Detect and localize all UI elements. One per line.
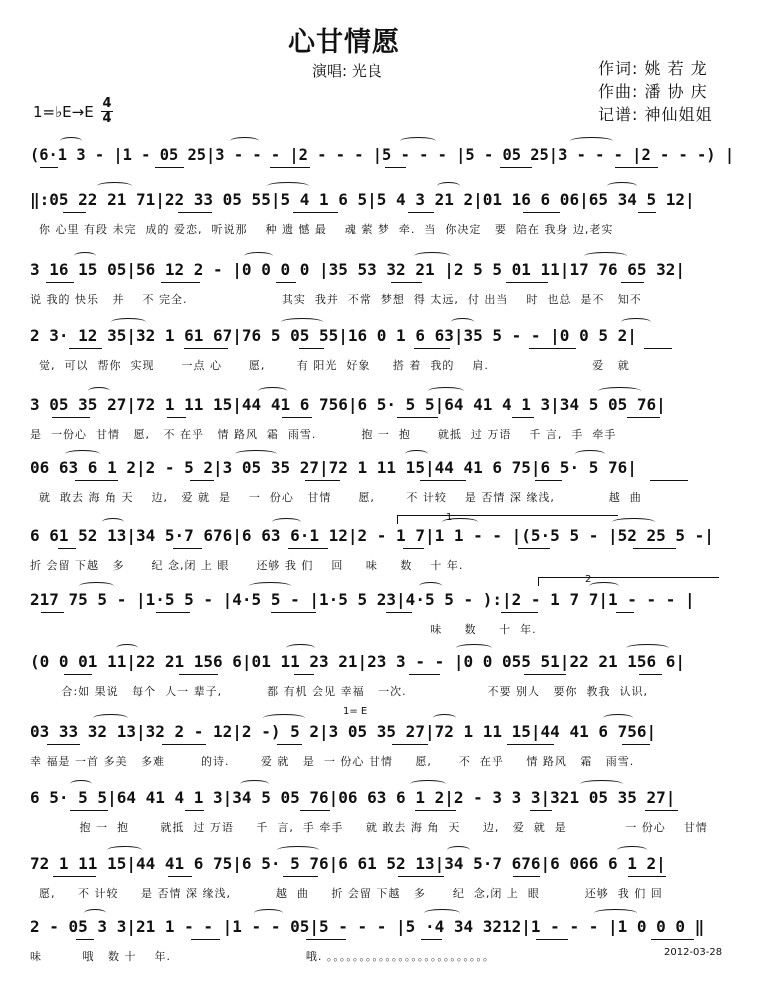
beam-underline [420, 480, 466, 481]
beam-underline [185, 810, 204, 811]
transcription-date: 2012-03-28 [664, 947, 723, 958]
beam-underline [75, 480, 118, 481]
first-ending-bracket [397, 515, 618, 524]
slur-mark [405, 450, 428, 458]
beam-underline [191, 939, 220, 940]
slur-mark [258, 387, 287, 395]
beam-underline [403, 548, 424, 549]
slur-mark [410, 780, 446, 788]
beam-underline [288, 548, 328, 549]
notation-line: 6 5· 5 5|64 41 4 1 3|34 5 05 76|06 63 6 1 2|2 - 3 3 3|321 05 35 27| [30, 788, 676, 807]
beam-underline [523, 212, 560, 213]
beam-underline [627, 417, 660, 418]
notation-line: 2 3· 12 35|32 1 61 67|76 5 05 55|16 0 1 6 63|35 5 - - |0 0 5 2| [30, 326, 637, 345]
beam-underline [179, 674, 218, 675]
notation-line: (0 0 01 11|22 21 156 6|01 11 23 21|23 3 - - |0 0 055 51|22 21 156 6| [30, 652, 686, 671]
slur-mark [272, 518, 301, 526]
slur-mark [111, 318, 146, 326]
slur-mark [594, 909, 637, 917]
beam-underline [40, 167, 58, 168]
beam-underline [386, 612, 412, 613]
slur-mark [93, 714, 128, 722]
slur-mark [79, 582, 114, 590]
slur-mark [598, 387, 641, 395]
lyric-line: 幸 福是 一首 多美 多难 的诗. 爱 就 是 一 份心 甘情 愿, 不 在乎 情 路风 霜 雨雪. [30, 755, 635, 768]
slur-mark [451, 318, 474, 326]
slur-mark [88, 387, 110, 395]
beam-underline [507, 744, 554, 745]
slur-mark [414, 252, 450, 260]
beam-underline [639, 674, 662, 675]
slur-mark [116, 644, 138, 652]
beam-underline [184, 348, 228, 349]
lyric-line: 合:如 果说 每个 人一 辈子, 都 有机 会见 幸福 一次. 不要 别人 要你 教我 认识, [30, 685, 649, 698]
beam-underline [512, 417, 534, 418]
notation-line: 72 1 11 15|44 41 6 75|6 5· 5 76|6 61 52 13|34 5·7 676|6 066 6 1 2| [30, 854, 666, 873]
beam-underline [155, 167, 184, 168]
beam-underline [524, 674, 566, 675]
beam-underline [408, 212, 434, 213]
modulation-mark: 1= E [343, 706, 368, 717]
beam-underline [161, 282, 200, 283]
lyric-line: 就 敢去 海 角 天 边, 爱 就 是 一 份心 甘情 愿, 不 计较 是 否情 深 缘浅, 越 曲 [30, 491, 642, 504]
transcriber-credit: 记谱: 神仙姐姐 [598, 105, 713, 124]
beam-underline [398, 876, 444, 877]
notation-line: 3 16 15 05|56 12 2 - |0 0 0 0 |35 53 32 21 |2 5 5 01 11|17 76 65 32| [30, 260, 686, 279]
first-ending-number: 1 [446, 512, 453, 523]
notation-line: 3 05 35 27|72 1 11 15|44 41 6 756|6 5· 5 5|64 41 4 1 3|34 5 05 76| [30, 395, 666, 414]
beam-underline [294, 674, 314, 675]
beam-underline [536, 939, 568, 940]
beam-underline [270, 167, 310, 168]
singer-credit: 演唱: 光良 [312, 62, 382, 80]
beam-underline [501, 612, 538, 613]
beam-underline [282, 417, 312, 418]
slur-mark [235, 450, 277, 458]
beam-underline [615, 167, 658, 168]
beam-underline [76, 939, 94, 940]
lyric-line: 你 心里 有段 未完 成的 爱恋, 听说那 种 遗 憾 最 魂 萦 梦 牵. 当 你决定 要 陪在 我身 边,老实 [30, 223, 614, 236]
slur-mark [240, 780, 269, 788]
slur-mark [584, 252, 627, 260]
beam-underline [53, 876, 96, 877]
beam-underline [167, 417, 186, 418]
slur-mark [244, 252, 273, 260]
beam-underline [518, 548, 550, 549]
beam-underline [46, 282, 74, 283]
slur-mark [603, 714, 633, 722]
beam-underline [645, 810, 678, 811]
beam-underline [621, 282, 644, 283]
beam-underline [651, 939, 694, 940]
slur-mark [249, 582, 291, 590]
beam-underline [168, 876, 192, 877]
beam-underline [52, 417, 90, 418]
notation-line: 2 - 05 3 3|21 1 - - |1 - - 05|5 - - - |5 ·4 34 3212|1 - - - |1 0 0 0 ‖ [30, 917, 705, 936]
beam-underline [616, 612, 634, 613]
composer-credit: 作曲: 潘 协 庆 [598, 82, 708, 101]
second-ending-number: 2 [585, 574, 592, 585]
time-signature-top: 4 [102, 96, 112, 111]
slur-mark [575, 450, 605, 458]
beam-underline [58, 548, 76, 549]
notation-line: 6 61 52 13|34 5·7 676|6 63 6·1 12|2 - 1 7|1 1 - - |(5·5 5 - |52 25 5 -| [30, 526, 714, 545]
beam-underline [513, 876, 540, 877]
beam-underline [391, 282, 422, 283]
notation-line: 06 63 6 1 2|2 - 5 2|3 05 35 27|72 1 11 15|44 41 6 75|6 5· 5 76| [30, 458, 637, 477]
time-signature [101, 98, 113, 125]
time-signature-bottom: 4 [102, 111, 112, 126]
slur-mark [580, 780, 623, 788]
beam-underline [385, 167, 406, 168]
beam-underline [397, 417, 438, 418]
beam-underline [633, 548, 676, 549]
slur-mark [74, 252, 96, 260]
slur-mark [621, 318, 651, 326]
song-title: 心甘情愿 [288, 27, 400, 58]
beam-underline [271, 612, 316, 613]
slur-mark [281, 318, 323, 326]
lyric-line: 是 一份心 甘情 愿, 不 在乎 情 路风 霜 雨雪. 抱 一 抱 就抵 过 万语 千 言, 手 牵手 [30, 428, 617, 441]
beam-underline [162, 744, 206, 745]
slur-mark [254, 909, 283, 917]
slur-mark [626, 644, 669, 652]
key-signature: 1=♭E→E [33, 103, 94, 121]
beam-underline [409, 674, 440, 675]
beam-underline [414, 348, 450, 349]
slur-mark [107, 846, 142, 854]
slur-mark [277, 846, 319, 854]
beam-underline [277, 744, 302, 745]
lyric-line: 味 哦 数 十 年. 哦. 。。。。。。。。。。。。。。。。。。。。。。。。。 [30, 950, 495, 963]
beam-underline [421, 939, 442, 940]
slur-mark [97, 182, 132, 190]
beam-underline [305, 480, 340, 481]
beam-underline [415, 810, 456, 811]
beam-underline [650, 480, 688, 481]
beam-underline [530, 810, 552, 811]
notation-line: (6·1 3 - |1 - 05 25|3 - - - |2 - - - |5 - - - |5 - 05 25|3 - - - |2 - - -) | [30, 145, 734, 164]
beam-underline [299, 348, 324, 349]
slur-mark [612, 518, 655, 526]
beam-underline [283, 876, 318, 877]
slur-mark [230, 137, 259, 145]
slur-mark [424, 909, 460, 917]
lyric-line: 愿, 不 计较 是 否情 深 缘浅, 越 曲 折 会留 下越 多 纪 念,闭 上 眼 还够 我 们 回 [30, 887, 663, 900]
beam-underline [500, 167, 532, 168]
slur-mark [456, 644, 492, 652]
beam-underline [190, 480, 214, 481]
lyric-line: 味 数 十 年. [30, 623, 537, 636]
beam-underline [63, 212, 86, 213]
lyric-line: 说 我的 快乐 并 不 完全. 其实 我并 不常 梦想 得 太远, 付 出当 时 也总 是不 知不 [30, 293, 642, 306]
beam-underline [628, 876, 666, 877]
notation-line: 217 75 5 - |1·5 5 - |4·5 5 - |1·5 5 23|4·5 5 - ):|2 - 1 7 7|1 - - - | [30, 590, 695, 609]
beam-underline [156, 612, 190, 613]
beam-underline [644, 348, 672, 349]
beam-underline [300, 810, 330, 811]
beam-underline [276, 282, 296, 283]
beam-underline [69, 348, 102, 349]
notation-line: ‖:05 22 21 71|22 33 05 55|5 4 1 6 5|5 4 3 21 2|01 16 6 06|65 34 5 12| [30, 190, 695, 209]
beam-underline [529, 348, 576, 349]
slur-mark [419, 582, 442, 590]
slur-mark [570, 137, 613, 145]
slur-mark [607, 182, 637, 190]
slur-mark [102, 518, 124, 526]
beam-underline [638, 212, 656, 213]
beam-underline [70, 810, 108, 811]
notation-line: 03 33 32 13|32 2 - 12|2 -) 5 2|3 05 35 27|72 1 11 15|44 41 6 756| [30, 722, 657, 741]
beam-underline [47, 744, 80, 745]
beam-underline [173, 548, 202, 549]
slur-mark [433, 714, 456, 722]
slur-mark [65, 450, 100, 458]
slur-mark [84, 909, 106, 917]
lyric-line: 觉, 可以 帮你 实现 一点 心 愿, 有 阳光 好象 搭 着 我的 肩. 爱 就 [30, 359, 630, 372]
slur-mark [263, 714, 305, 722]
slur-mark [447, 846, 470, 854]
slur-mark [617, 846, 647, 854]
slur-mark [428, 387, 464, 395]
beam-underline [178, 212, 212, 213]
beam-underline [506, 282, 548, 283]
slur-mark [400, 137, 436, 145]
slur-mark [437, 182, 460, 190]
beam-underline [535, 480, 562, 481]
second-ending-bracket [538, 577, 719, 586]
beam-underline [622, 744, 650, 745]
slur-mark [267, 182, 309, 190]
beam-underline [306, 939, 346, 940]
lyric-line: 抱 一 抱 就抵 过 万语 千 言, 手 牵手 就 敢去 海 角 天 边, 爱 就 是 一 份心 甘情 [30, 821, 708, 834]
beam-underline [392, 744, 428, 745]
lyricist-credit: 作词: 姚 若 龙 [598, 59, 708, 78]
beam-underline [293, 212, 338, 213]
slur-mark [70, 780, 92, 788]
slur-mark [286, 644, 315, 652]
beam-underline [41, 612, 64, 613]
beam-underline [64, 674, 92, 675]
lyric-line: 折 会留 下越 多 纪 念,闭 上 眼 还够 我 们 回 味 数 十 年. [30, 559, 464, 572]
slur-mark [60, 137, 82, 145]
